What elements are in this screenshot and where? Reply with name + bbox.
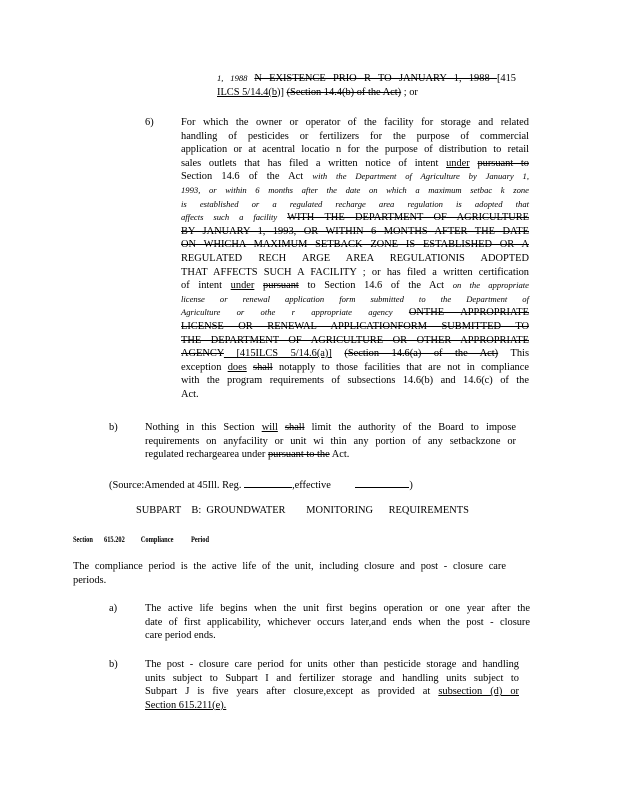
text-line xyxy=(145,448,516,462)
text-run: application or at acentral locatio n for the purpose of distribution to retail xyxy=(181,144,529,156)
text-run: Subpart J is five years after closure,except as provided at xyxy=(145,686,439,698)
italic-text: is established or a regulated recharge area regulation is adopted that xyxy=(181,198,529,209)
inserted-text: under xyxy=(230,280,255,292)
subpart-heading: SUBPART B: GROUNDWATER MONITORING REQUIREMENTS xyxy=(136,505,469,516)
item-a-marker: a) xyxy=(109,603,118,614)
struck-text: ONTHE APPROPRIATE xyxy=(408,307,529,319)
text-run: handling of pesticides or fertilizers for the purpose of commercial xyxy=(181,130,529,142)
struck-text: pursuant xyxy=(263,280,299,292)
text-run xyxy=(254,280,263,291)
text-run: The active life begins when the unit first begins operation or one year after the xyxy=(145,603,530,614)
text-run: of intent xyxy=(181,280,231,292)
text-line xyxy=(217,86,516,100)
source-blank-volume xyxy=(244,477,292,488)
text-run: THAT AFFECTS SUCH A FACILITY ; or has filed a written certification xyxy=(181,266,529,278)
text-line xyxy=(181,320,529,334)
struck-text: ON WHICHA MAXIMUM SETBACK ZONE IS ESTABLISHED OR A xyxy=(181,239,529,251)
text-line xyxy=(181,374,529,388)
item-b-bottom-marker: b) xyxy=(109,659,118,670)
text-line xyxy=(145,672,519,686)
struck-text: LICENSE OR RENEWAL APPLICATIONFORM SUBMITTED TO xyxy=(181,320,529,332)
text-line xyxy=(145,435,516,449)
text-line xyxy=(181,293,529,307)
text-line xyxy=(181,184,529,198)
struck-text: (Section 14.4(b) of the Act) xyxy=(286,86,402,98)
inserted-text: will xyxy=(261,422,278,433)
text-run: This xyxy=(498,348,529,360)
text-run: sales outlets that has filed a written notice of intent xyxy=(181,157,447,169)
item-a-paragraph xyxy=(145,602,530,643)
text-run: exception xyxy=(181,361,228,373)
text-line xyxy=(145,658,519,672)
text-run: limit the authority of the Board to impose xyxy=(304,422,516,433)
struck-text: shall xyxy=(253,361,273,373)
text-run: periods. xyxy=(73,574,107,586)
text-run: [415 xyxy=(496,73,516,84)
text-run: ; or xyxy=(401,86,418,98)
text-line xyxy=(145,699,519,713)
text-line xyxy=(145,629,530,643)
text-line xyxy=(181,347,529,361)
text-line xyxy=(181,238,529,252)
text-line xyxy=(181,170,529,184)
italic-text: license or renewal application form submitted to the Department of xyxy=(181,293,529,304)
text-run: requirements on anyfacility or unit wi thin any portion of any setbackzone or xyxy=(145,435,516,447)
text-line xyxy=(181,198,529,212)
text-line xyxy=(181,266,529,280)
text-run: regulated rechargearea under xyxy=(145,449,268,461)
italic-text: affects such a facility xyxy=(181,212,288,223)
inserted-text: subsection (d) or xyxy=(438,686,519,698)
inserted-text: [415ILCS 5/14.6(a)] xyxy=(223,348,332,360)
item-6-marker: 6) xyxy=(145,117,154,128)
italic-text: Agriculture or othe r appropriate agency xyxy=(181,307,409,318)
text-run: date of first applicability, whichever occurs later,and ends when the post - closure xyxy=(145,616,530,628)
text-run xyxy=(278,422,285,433)
text-run xyxy=(332,348,345,359)
struck-text: THE DEPARTMENT OF AGRICULTURE OR OTHER APPROPRIATE xyxy=(181,334,529,346)
struck-text: BY JANUARY 1, 1993, OR WITHIN 6 MONTHS AFTER THE DATE xyxy=(181,225,529,237)
text-run: Act. xyxy=(181,388,199,400)
text-line xyxy=(181,157,529,171)
italic-text: on the appropriate xyxy=(452,280,529,291)
item-b-bottom-paragraph xyxy=(145,658,519,712)
text-line xyxy=(145,421,516,435)
text-line xyxy=(181,334,529,348)
text-run: The compliance period is the active life of the unit, including closure and post - closure care xyxy=(73,561,506,572)
struck-text: pursuant to the xyxy=(267,449,330,461)
text-line xyxy=(181,279,529,293)
text-line xyxy=(145,685,519,699)
text-line xyxy=(181,361,529,375)
text-line xyxy=(73,574,506,588)
text-line xyxy=(73,560,506,574)
text-run: notapply to those facilities that are not in compliance xyxy=(272,361,529,373)
source-note xyxy=(109,477,413,493)
italic-text: 1993, or within 6 months after the date on which a maximum setbac k zone xyxy=(181,184,529,195)
text-line xyxy=(145,602,530,616)
source-note-close: ) xyxy=(409,480,413,491)
compliance-paragraph xyxy=(73,560,506,587)
text-line xyxy=(181,130,529,144)
text-line xyxy=(145,616,530,630)
text-run: Nothing in this Section xyxy=(145,422,262,433)
source-note-effective: ,effective xyxy=(292,480,331,491)
inserted-text: ILCS 5/14.4(b)] xyxy=(217,86,284,98)
struck-text: shall xyxy=(284,422,305,433)
text-run: Act. xyxy=(329,449,350,461)
continuation-text xyxy=(217,72,516,99)
struck-text: pursuant to xyxy=(477,157,529,169)
struck-text: WITH THE DEPARTMENT OF AGRICULTURE xyxy=(287,212,529,224)
item-b-paragraph xyxy=(145,421,516,462)
italic-text: 1, 1988 xyxy=(217,73,255,83)
text-line xyxy=(181,143,529,157)
text-line xyxy=(181,306,529,320)
section-heading: Section 615.202 Compliance Period xyxy=(73,535,210,544)
text-run: For which the owner or operator of the facility for storage and related xyxy=(181,117,529,128)
text-line xyxy=(181,116,529,130)
text-run: Section 14.6 of the Act xyxy=(181,171,313,183)
inserted-text: does xyxy=(227,361,247,373)
text-run: REGULATED RECH ARGE AREA REGULATIONIS ADOPTED xyxy=(181,252,529,264)
text-line xyxy=(217,72,516,86)
text-line xyxy=(181,252,529,266)
struck-text: N EXISTENCE PRIO R TO JANUARY 1, 1988 xyxy=(254,73,497,84)
source-note-prefix: (Source:Amended at 45Ill. Reg. xyxy=(109,480,242,491)
text-run: The post - closure care period for units other than pesticide storage and handling xyxy=(145,659,519,670)
text-run: to Section 14.6 of the Act xyxy=(298,280,453,292)
source-blank-date xyxy=(355,477,409,488)
inserted-text: under xyxy=(446,157,470,169)
text-run: units subject to Subpart I and fertilizer storage and handling units subject to xyxy=(145,672,519,684)
item-6-paragraph xyxy=(181,116,529,401)
italic-text: with the Department of Agriculture by January 1, xyxy=(312,171,529,182)
text-line xyxy=(181,388,529,402)
struck-text: (Section 14.6(a) of the Act) xyxy=(344,348,499,360)
text-run: care period ends. xyxy=(145,630,216,642)
struck-text: AGENCY xyxy=(181,348,224,360)
item-b-marker: b) xyxy=(109,422,118,433)
text-run: with the program requirements of subsections 14.6(b) and 14.6(c) of the xyxy=(181,375,529,387)
inserted-text: Section 615.211(e). xyxy=(145,699,227,711)
text-line xyxy=(181,225,529,239)
text-line xyxy=(181,211,529,225)
